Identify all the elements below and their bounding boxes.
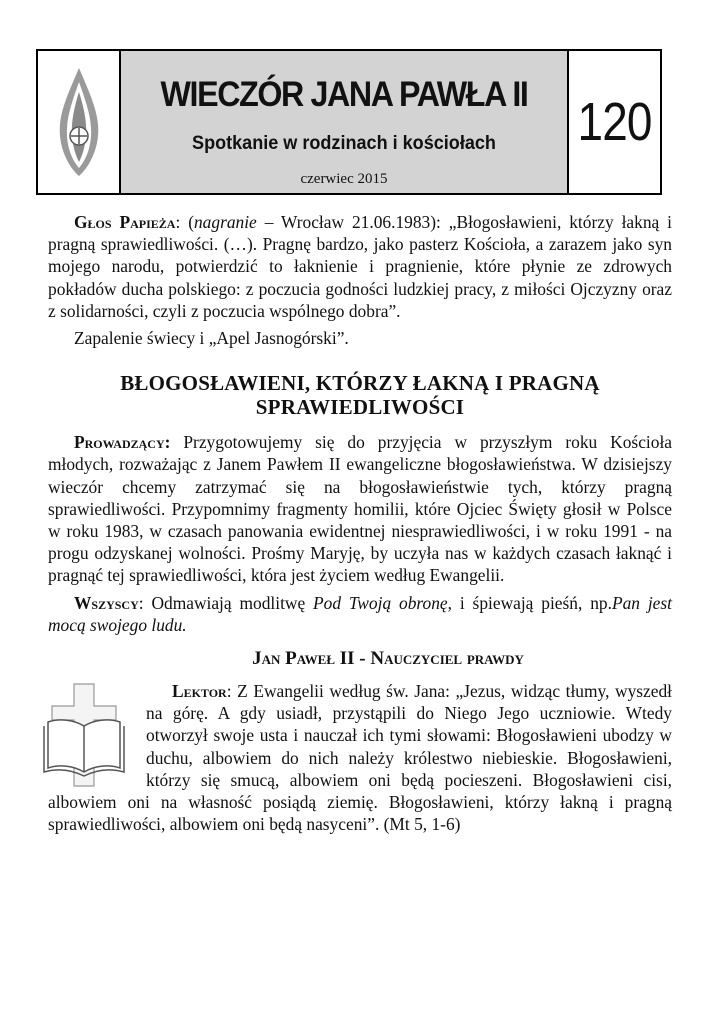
document-body bbox=[48, 211, 672, 835]
speaker-label: Głos Papieża bbox=[74, 212, 176, 232]
candle-flame-cross-icon bbox=[54, 66, 104, 178]
newsletter-subtitle: Spotkanie w rodzinach i kościołach bbox=[192, 133, 496, 154]
newsletter-title: WIECZÓR JANA PAWŁA II bbox=[160, 75, 528, 114]
speaker-label: Lektor bbox=[172, 681, 227, 702]
leader-paragraph: Prowadzący: Przygotowujemy się do przyjęcia w przyszłym roku Kościoła młodych, rozważając z Janem Pawłem II ewangeliczne błogosławieństwa. W dzisiejszy wieczór chcemy zatrzymać się na błogosławieństwie tych, którzy pragną sprawiedliwości. Przypomnimy fragmenty homilii, które Ojciec Święty głosił w Polsce w roku 1983, w czasach panowania ewidentnej niesprawiedliwości, i w roku 1991 - na progu odzyskanej wolności. Prośmy Maryję, by uczyła nas w każdych czasach łaknąć i pragnąć tej sprawiedliwości, która jest życiem według Ewangelii. bbox=[48, 432, 672, 586]
lector-paragraph: Lektor: Z Ewangelii według św. Jana: „Jezus, widząc tłumy, wyszedł na górę. A gdy usiadł, przystąpili do Niego Jego uczniowie. Wtedy otworzył swoje usta i nauczał ich tymi słowami: Błogosławieni ubodzy w duchu, albowiem do nich należy królestwo niebieskie. Błogosławieni, którzy się smucą, albowiem oni będą pocieszeni. Błogosławieni cisi, albowiem oni na własność posiądą ziemię. Błogosławieni, którzy łakną i pragną sprawiedliwości, albowiem oni będą nasyceni”. (Mt 5, 1-6) bbox=[48, 681, 672, 835]
newsletter-header bbox=[36, 49, 662, 195]
issue-number: 120 bbox=[577, 92, 652, 152]
all-paragraph: Wszyscy: Odmawiają modlitwę Pod Twoją obronę, i śpiewają pieśń, np.Pan jest mocą swojego ludu. bbox=[48, 592, 672, 635]
section-heading: BŁOGOSŁAWIENI, KTÓRZY ŁAKNĄ I PRAGNĄ SPRAWIEDLIWOŚCI bbox=[120, 371, 600, 420]
speaker-label: Wszyscy bbox=[74, 592, 139, 613]
candle-instruction: Zapalenie świecy i „Apel Jasnogórski”. bbox=[74, 328, 349, 349]
subsection-heading: Jan Paweł II - Nauczyciel prawdy bbox=[252, 648, 524, 670]
issue-date: czerwiec 2015 bbox=[300, 171, 388, 187]
speaker-label: Prowadzący: bbox=[74, 432, 171, 453]
issue-number-cell bbox=[569, 51, 660, 193]
logo-cell bbox=[38, 51, 121, 193]
title-cell bbox=[121, 51, 569, 193]
open-book-icon bbox=[40, 682, 128, 788]
pope-voice-paragraph: Głos Papieża: (nagranie – Wrocław 21.06.1983): „Błogosławieni, którzy łakną i pragną sprawiedliwości. (…). Pragnę bardzo, jako pasterz Kościoła, a zarazem jako syn mojego narodu, potwierdzić to łaknienie i pragnienie, które płynie ze zdrowych pokładów ducha polskiego: z poczucia godności ludzkiej pracy, z miłości Ojczyzny oraz z solidarności, czyli z poczucia wspólnego dobra”. bbox=[48, 212, 672, 321]
